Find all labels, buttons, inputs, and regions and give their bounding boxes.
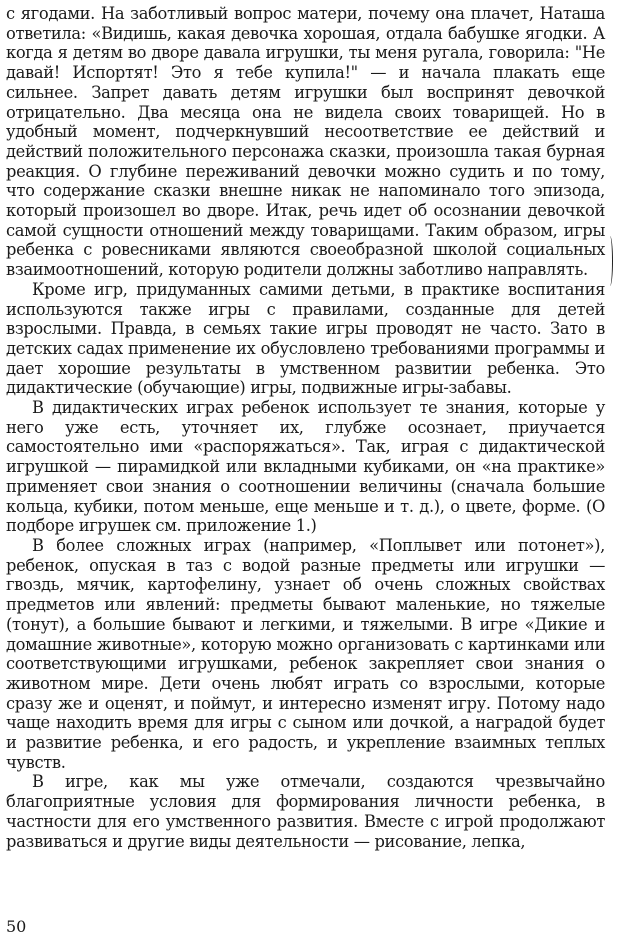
- book-page-text: [6, 4, 605, 851]
- margin-bracket-mark: [608, 236, 613, 286]
- paragraph-3: В дидактических играх ребенок использует те знания, которые у него уже есть, уточняет их, глубже осознает, приучается самостоятельно ими «распоряжаться». Так, играя с дидактической игрушкой — пирамидкой или вкладными кубиками, он «на практике» применяет свои знания о соотношении величины (сначала большие кольца, кубики, потом меньше, еще меньше и т. д.), о цвете, форме. (О подборе игрушек см. приложение 1.): [6, 398, 605, 536]
- paragraph-1: с ягодами. На заботливый вопрос матери, почему она плачет, Наташа ответила: «Видишь, какая девочка хорошая, отдала бабушке ягодки. А когда я детям во дворе давала игрушки, ты меня ругала, говорила: "Не давай! Испортят! Это я тебе купила!" — и начала плакать еще сильнее. Запрет давать детям игрушки был воспринят девочкой отрицательно. Два месяца она не видела своих товарищей. Но в удобный момент, подчеркнувший несоответствие ее действий и действий положительного персонажа сказки, произошла такая бурная реакция. О глубине переживаний девочки можно судить и по тому, что содержание сказки внешне никак не напоминало того эпизода, который произошел во дворе. Итак, речь идет об осознании девочкой самой сущности отношений между товарищами. Таким образом, игры ребенка с ровесниками являются своеобразной школой социальных взаимоотношений, которую родители должны заботливо направлять.: [6, 4, 605, 280]
- paragraph-2: Кроме игр, придуманных самими детьми, в практике воспитания используются также игры с правилами, созданные для детей взрослыми. Правда, в семьях такие игры проводят не часто. Зато в детских садах применение их обусловлено требованиями программы и дает хорошие результаты в умственном развитии ребенка. Это дидактические (обучающие) игры, подвижные игры-забавы.: [6, 279, 605, 398]
- paragraph-5: В игре, как мы уже отмечали, создаются чрезвычайно благоприятные условия для формирования личности ребенка, в частности для его умственного развития. Вместе с игрой продолжают развиваться и другие виды деятельности — рисование, лепка,: [6, 772, 605, 851]
- paragraph-4: В более сложных играх (например, «Поплывет или потонет»), ребенок, опуская в таз с водой разные предметы или игрушки — гвоздь, мячик, картофелину, узнает об очень сложных свойствах предметов или явлений: предметы бывают маленькие, но тяжелые (тонут), а большие бывают и легкими, и тяжелыми. В игре «Дикие и домашние животные», которую можно организовать с картинками или соответствующими игрушками, ребенок закрепляет свои знания о животном мире. Дети очень любят играть со взрослыми, которые сразу же и оценят, и поймут, и интересно изменят игру. Потому надо чаще находить время для игры с сыном или дочкой, а наградой будет и развитие ребенка, и его радость, и укрепление взаимных теплых чувств.: [6, 535, 605, 772]
- page-number: 50: [6, 917, 27, 936]
